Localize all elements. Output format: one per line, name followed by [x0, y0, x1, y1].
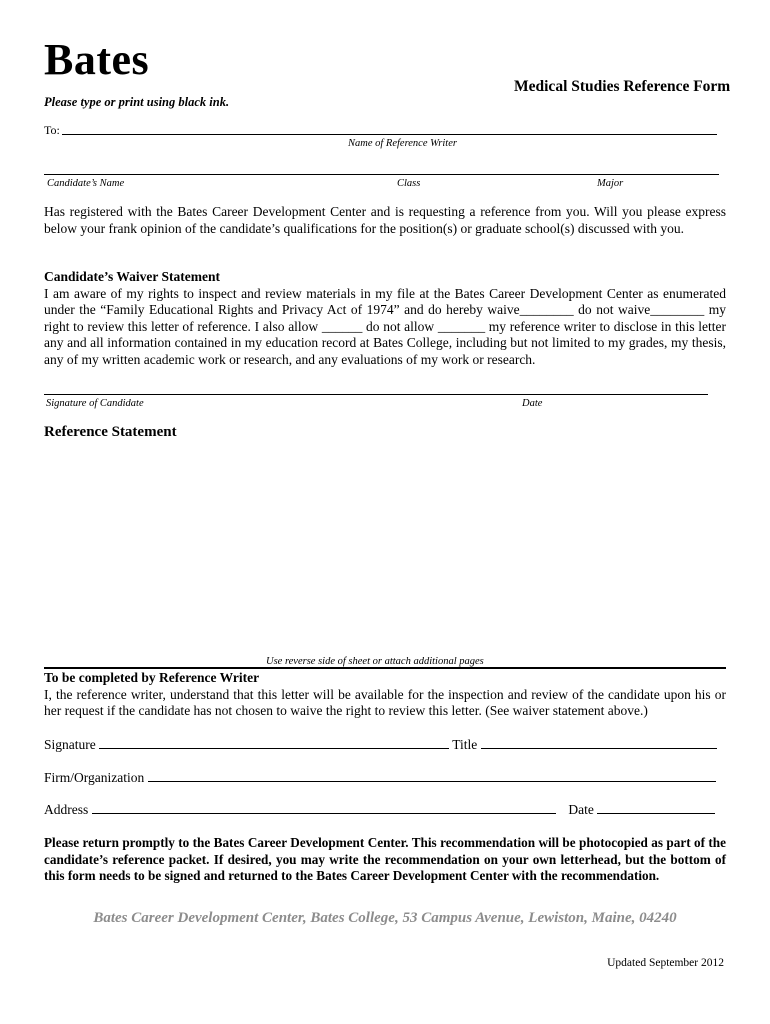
- to-label: To:: [44, 123, 60, 137]
- bates-logo: Bates: [44, 35, 150, 84]
- reverse-side-note: Use reverse side of sheet or attach additional pages: [266, 656, 484, 667]
- form-title: Medical Studies Reference Form: [514, 78, 731, 95]
- firm-field[interactable]: [148, 769, 716, 782]
- candidate-signature-caption: Signature of Candidate: [46, 398, 144, 409]
- reference-writer-caption: Name of Reference Writer: [348, 138, 457, 149]
- writer-section: [44, 670, 726, 720]
- ink-instruction: Please type or print using black ink.: [44, 95, 230, 109]
- signature-date-caption: Date: [522, 398, 543, 409]
- writer-title-label: Title: [452, 737, 478, 752]
- writer-heading: To be completed by Reference Writer: [44, 670, 260, 685]
- footer-address: Bates Career Development Center, Bates College, 53 Campus Avenue, Lewiston, Maine, 04240: [93, 910, 677, 926]
- reference-statement-area[interactable]: [44, 446, 726, 650]
- reference-statement-heading: Reference Statement: [44, 424, 177, 440]
- reference-writer-name-field[interactable]: [62, 134, 717, 135]
- address-label: Address: [44, 802, 89, 817]
- section-divider: [44, 667, 726, 669]
- class-caption: Class: [397, 178, 421, 189]
- return-notice: Please return promptly to the Bates Career Development Center. This recommendation will be photocopied as part of the candidate’s reference packet. If desired, you may write the recommendation on your own letterhead, but the bottom of this form needs to be signed and returned to the Bates Career Development Center with the recommendation.: [44, 835, 726, 883]
- candidate-info-field[interactable]: [44, 174, 719, 175]
- major-caption: Major: [597, 178, 624, 189]
- writer-date-field[interactable]: [597, 801, 715, 814]
- waiver-heading: Candidate’s Waiver Statement: [44, 269, 220, 284]
- waiver-text: I am aware of my rights to inspect and review materials in my file at the Bates Career Development Center as enumerated under the “Family Educational Rights and Privacy Act of 1974” and do hereby waive________ do not waive________ my right to review this letter of reference. I also allow ______ do not allow _______ my reference writer to disclose in this letter any and all information contained in my education record at Bates College, including but not limited to my grades, my thesis, any of my written academic work or research, and any evaluations of my work or research.: [44, 285, 726, 367]
- address-field[interactable]: [92, 801, 556, 814]
- firm-row: [44, 769, 716, 786]
- candidate-signature-field[interactable]: [44, 394, 708, 395]
- intro-paragraph: [44, 204, 726, 237]
- waiver-section: [44, 269, 726, 368]
- address-date-row: [44, 801, 715, 818]
- signature-title-row: [44, 736, 717, 753]
- intro-text: Has registered with the Bates Career Development Center and is requesting a reference from you. Will you please express below your frank opinion of the candidate’s qualifications for the position(s) or graduate school(s) discussed with you.: [44, 204, 726, 236]
- writer-title-field[interactable]: [481, 736, 717, 749]
- candidate-name-caption: Candidate’s Name: [47, 178, 125, 189]
- writer-text: I, the reference writer, understand that this letter will be available for the inspection and review of the candidate upon his or her request if the candidate has not chosen to waive the right to review this letter. (See waiver statement above.): [44, 686, 726, 718]
- writer-signature-field[interactable]: [99, 736, 449, 749]
- updated-date: Updated September 2012: [607, 957, 724, 969]
- firm-label: Firm/Organization: [44, 770, 145, 785]
- writer-date-label: Date: [568, 802, 594, 817]
- writer-signature-label: Signature: [44, 737, 96, 752]
